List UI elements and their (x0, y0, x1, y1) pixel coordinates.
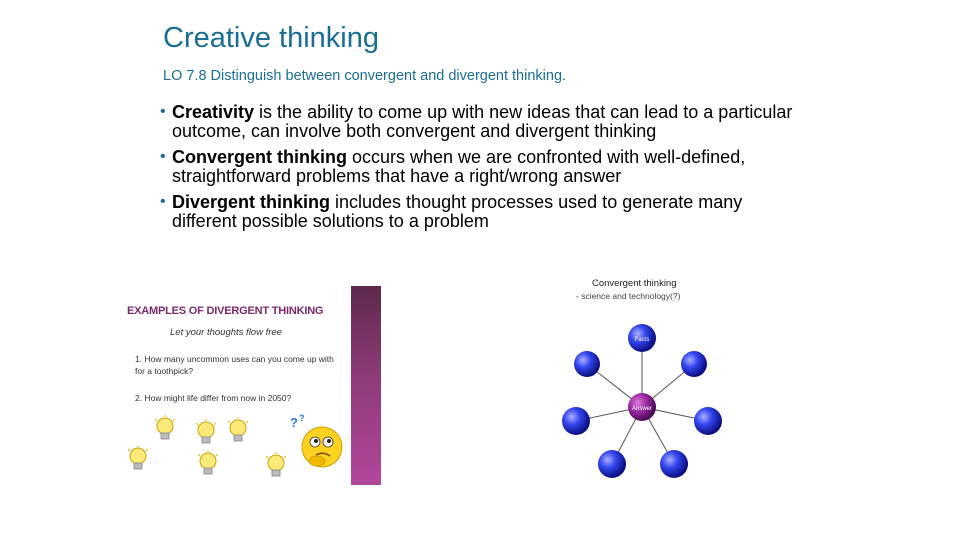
node (660, 450, 688, 478)
slide-title: Creative thinking (163, 22, 379, 54)
convergent-network (560, 274, 730, 494)
bullet-list (160, 103, 800, 238)
lightbulb-icon (195, 450, 221, 480)
lightbulb-icon (225, 417, 251, 447)
bullet-marker: • (160, 193, 166, 210)
divergent-heading: EXAMPLES OF DIVERGENT THINKING (127, 305, 324, 317)
divergent-question-1: 1. How many uncommon uses can you come up with for a toothpick? (135, 354, 334, 376)
bullet-term: Divergent thinking (172, 192, 331, 212)
thinking-face-icon (290, 413, 345, 473)
purple-side-bar (351, 286, 381, 485)
answer-node-label: Answer (631, 406, 653, 412)
node (694, 407, 722, 435)
svg-text:?: ? (299, 413, 305, 423)
svg-text:?: ? (290, 415, 298, 430)
node (574, 351, 600, 377)
facts-node-label: Facts (634, 337, 650, 343)
node (562, 407, 590, 435)
lightbulb-icon (263, 452, 289, 482)
convergent-diagram-subtitle: - science and technology(?) (576, 291, 681, 301)
bullet-text: occurs when we are confronted with well-defined, straightforward problems that have a right/wrong answer (172, 147, 746, 186)
divergent-subheading: Let your thoughts flow free (170, 327, 282, 338)
divergent-question-2: 2. How might life differ from now in 2050? (135, 393, 292, 403)
lightbulb-icon (125, 445, 151, 475)
node (598, 450, 626, 478)
bullet-term: Creativity (172, 102, 255, 122)
bullet-term: Convergent thinking (172, 147, 347, 167)
bullet-convergent (160, 148, 800, 185)
node (681, 351, 707, 377)
bullet-creativity (160, 103, 800, 140)
bullet-marker: • (160, 148, 166, 165)
learning-objective: LO 7.8 Distinguish between convergent and divergent thinking. (163, 68, 567, 84)
convergent-diagram-title: Convergent thinking (592, 278, 677, 289)
bullet-marker: • (160, 103, 166, 120)
bullet-divergent (160, 193, 800, 230)
lightbulb-icon (152, 415, 178, 445)
convergent-diagram-image (560, 274, 730, 494)
divergent-examples-image (125, 285, 381, 485)
lightbulb-icon (193, 419, 219, 449)
bullet-text: is the ability to come up with new ideas that can lead to a particular outcome, can involve both convergent and divergent thinking (172, 102, 793, 141)
bullet-text: includes thought processes used to generate many different possible solutions to a problem (172, 192, 743, 231)
